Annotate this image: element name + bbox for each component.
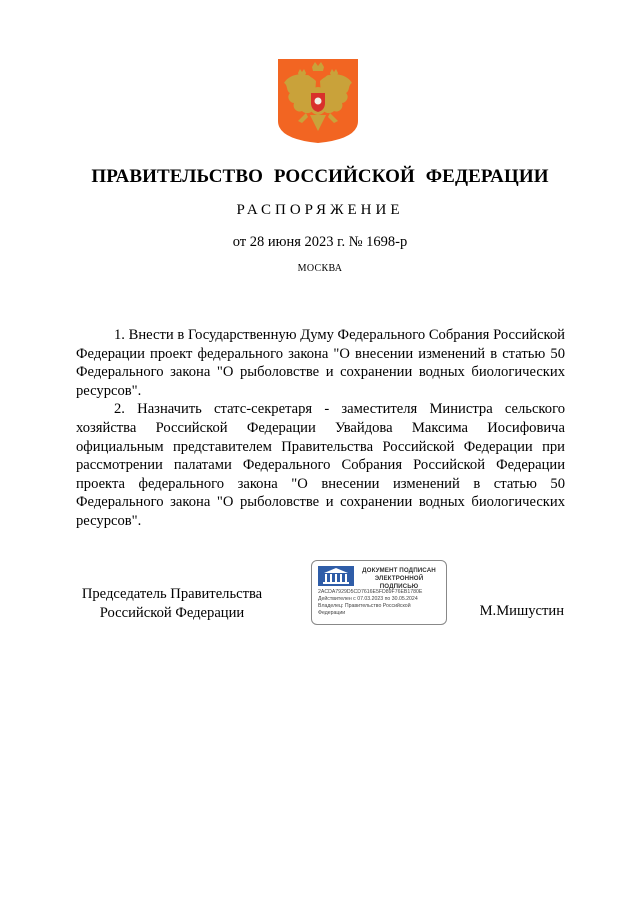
signatory-position-line1: Председатель Правительства bbox=[81, 586, 263, 602]
stamp-details bbox=[318, 589, 446, 617]
government-building-icon bbox=[318, 566, 354, 586]
stamp-title-line2: ЭЛЕКТРОННОЙ ПОДПИСЬЮ bbox=[374, 575, 424, 590]
paragraph-1: 1. Внести в Государственную Думу Федерального Собрания Российской Федерации проект федерального закона "О внесении изменений в статью 50 Федерального закона "О рыболовстве и сохранении водных биологических ресурсов". bbox=[76, 327, 565, 399]
signatory-position-line2: Российской Федерации bbox=[99, 604, 245, 621]
document-city: МОСКВА bbox=[297, 263, 343, 274]
stamp-owner-line2: Федерации bbox=[318, 610, 346, 616]
stamp-title bbox=[356, 567, 442, 591]
coat-of-arms-emblem bbox=[276, 57, 360, 145]
electronic-signature-stamp bbox=[311, 560, 447, 625]
stamp-serial: 2ACDA7929D5CD7616E5FD89F76EB1780E bbox=[318, 589, 423, 595]
document-date-number: от 28 июня 2023 г. № 1698-р bbox=[232, 234, 408, 250]
document-type: РАСПОРЯЖЕНИЕ bbox=[236, 202, 404, 218]
government-title: ПРАВИТЕЛЬСТВО РОССИЙСКОЙ ФЕДЕРАЦИИ bbox=[91, 166, 549, 187]
signatory-name: М.Мишустин bbox=[479, 603, 564, 619]
stamp-validity: Действителен с 07.03.2023 по 30.05.2024 bbox=[318, 596, 418, 602]
stamp-title-line1: ДОКУМЕНТ ПОДПИСАН bbox=[362, 567, 436, 574]
document-body bbox=[76, 326, 565, 531]
signatory-position bbox=[76, 585, 268, 622]
stamp-owner-line1: Владелец: Правительство Российской bbox=[318, 603, 411, 609]
paragraph-2: 2. Назначить статс-секретаря - заместителя Министра сельского хозяйства Российской Федерации Увайдова Максима Иосифовича официальным представителем Правительства Российской Федерации при рассмотрении палатами Федерального Собрания Российской Федерации проекта федерального закона "О внесении изменений в статью 50 Федерального закона "О рыболовстве и сохранении водных биологических ресурсов". bbox=[76, 401, 565, 529]
